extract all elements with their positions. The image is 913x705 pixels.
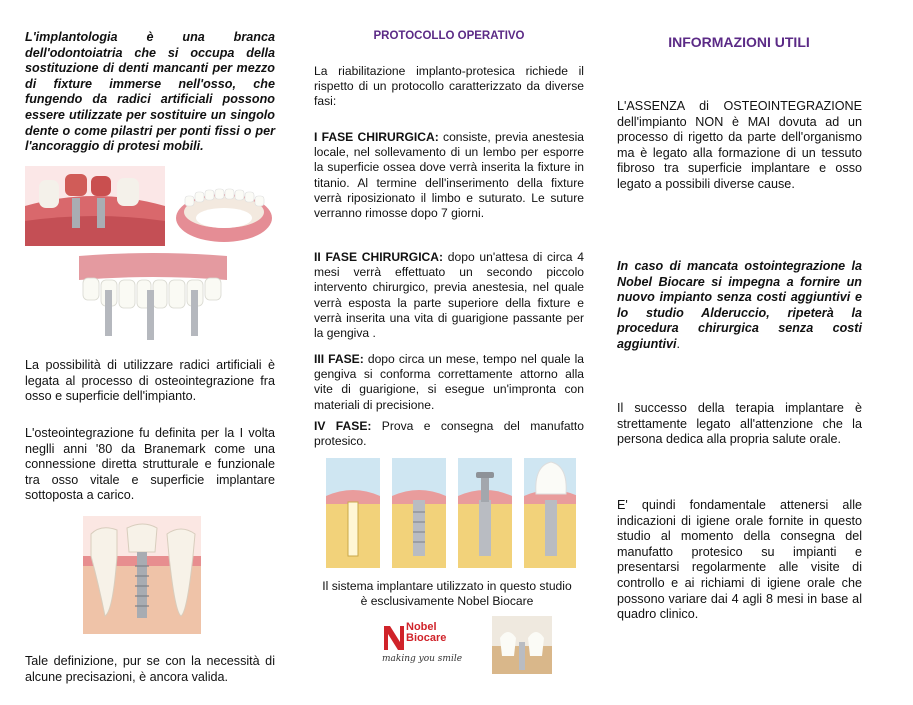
osseointegration-paragraph: La possibilità di utilizzare radici artificiali è legata al processo di osteointegrazione fra osso e superficie dell'impianto. xyxy=(25,358,275,404)
rejection-paragraph: L'ASSENZA di OSTEOINTEGRAZIONE dell'impianto NON è MAI dovuta ad un processo di rigetto da parte dell'organismo ma è legato alla formazione di un tessuto fibroso tra superficie implantare e osso legato a possibili diverse cause. xyxy=(617,99,862,191)
phase-2-text: dopo un'attesa di circa 4 mesi verrà effettuato un secondo piccolo intervento chirurgico, previa anestesia, nel quale verrà esposta la parte superiore della fixture e verrà inserita una vita di guarigione passante per la gengiva . xyxy=(314,250,584,341)
implant-stages-image xyxy=(326,458,576,568)
nobel-biocare-logo xyxy=(376,616,472,672)
protocol-intro: La riabilitazione implanto-protesica richiede il rispetto di un protocollo caratterizzato da diverse fasi: xyxy=(314,64,584,109)
phase-3 xyxy=(314,352,584,413)
phase-1-text: consiste, previa anestesia locale, nel sollevamento di un lembo per esporre la superficie ossea dove verrà inserita la fixture in titanio. Al termine dell'inserimento della fixture verrà riposizionato il limbo e suturato. Le suture verranno rimosse dopo 7 giorni. xyxy=(314,130,584,221)
phase-2-label: II FASE CHIRURGICA: xyxy=(314,250,444,264)
nobel-logo-mark-icon xyxy=(382,622,406,652)
full-arch-implant-image xyxy=(73,250,233,342)
branemark-paragraph: L'osteointegrazione fu definita per la I volta neglli anni '80 da Branemark come una connessione diretta strutturale e funzionale tra osso vitale e superficie implantare sottoposta a carico. xyxy=(25,426,275,503)
phase-3-text: dopo circa un mese, tempo nel quale la gengiva si conforma correttamente attorno alla vite di guarigione, si esegue un'impronta con materiali di precisione. xyxy=(314,352,584,412)
phase-4-text: Prova e consegna del manufatto protesico. xyxy=(314,419,584,449)
phase-4 xyxy=(314,419,584,449)
logo-slogan: making you smile xyxy=(382,654,463,664)
phase-4-label: IV FASE: xyxy=(314,419,372,433)
phase-1 xyxy=(314,130,584,221)
phase-1-label: I FASE CHIRURGICA: xyxy=(314,130,439,144)
logo-line-1: Nobel xyxy=(406,621,437,633)
logo-line-2: Biocare xyxy=(406,632,447,644)
implant-system-caption: Il sistema implantare utilizzato in questo studio è esclusivamente Nobel Biocare xyxy=(322,579,572,609)
success-paragraph: Il successo della terapia implantare è strettamente legato all'attenzione che la persona dedica alla propria salute orale. xyxy=(617,401,862,447)
definition-paragraph: Tale definizione, pur se con la necessità di alcune precisazioni, è ancora valida. xyxy=(25,654,275,684)
protocol-title: PROTOCOLLO OPERATIVO xyxy=(373,30,525,42)
hygiene-paragraph: E' quindi fondamentale attenersi alle indicazioni di igiene orale fornite in questo studio al momento della consegna del manufatto protesico su impianti e presentarsi regolarmente alle visite di controllo e ai richiami di igiene orale che possono variare dai 4 agli 8 mesi in base al quadro clinico. xyxy=(617,498,862,622)
intro-paragraph: L'implantologia è una branca dell'odontoiatria che si occupa della sostituzione di denti mancanti per mezzo di fixture immerse nell'osso, che fungendo da radici artificiali possono essere utilizzate per sostituire un singolo dente o come pilastri per ponti fissi o per l'ancoraggio di protesi mobili. xyxy=(25,30,275,154)
implant-product-image xyxy=(492,616,552,674)
phase-3-label: III FASE: xyxy=(314,352,364,366)
guarantee-end: . xyxy=(676,336,680,351)
guarantee-text: In caso di mancata ostointegrazione la Nobel Biocare si impegna a fornire un nuovo impianto senza costi aggiuntivi e lo studio Alderuccio, ripeterà la procedura chirurgica senza costi aggiuntivi xyxy=(617,259,862,351)
tooth-implant-comparison-image xyxy=(83,516,201,634)
info-title: INFORMAZIONI UTILI xyxy=(668,34,810,50)
phase-2 xyxy=(314,250,584,341)
guarantee-paragraph xyxy=(617,259,862,353)
lower-denture-image xyxy=(173,166,275,246)
dental-bridge-image xyxy=(25,166,165,246)
